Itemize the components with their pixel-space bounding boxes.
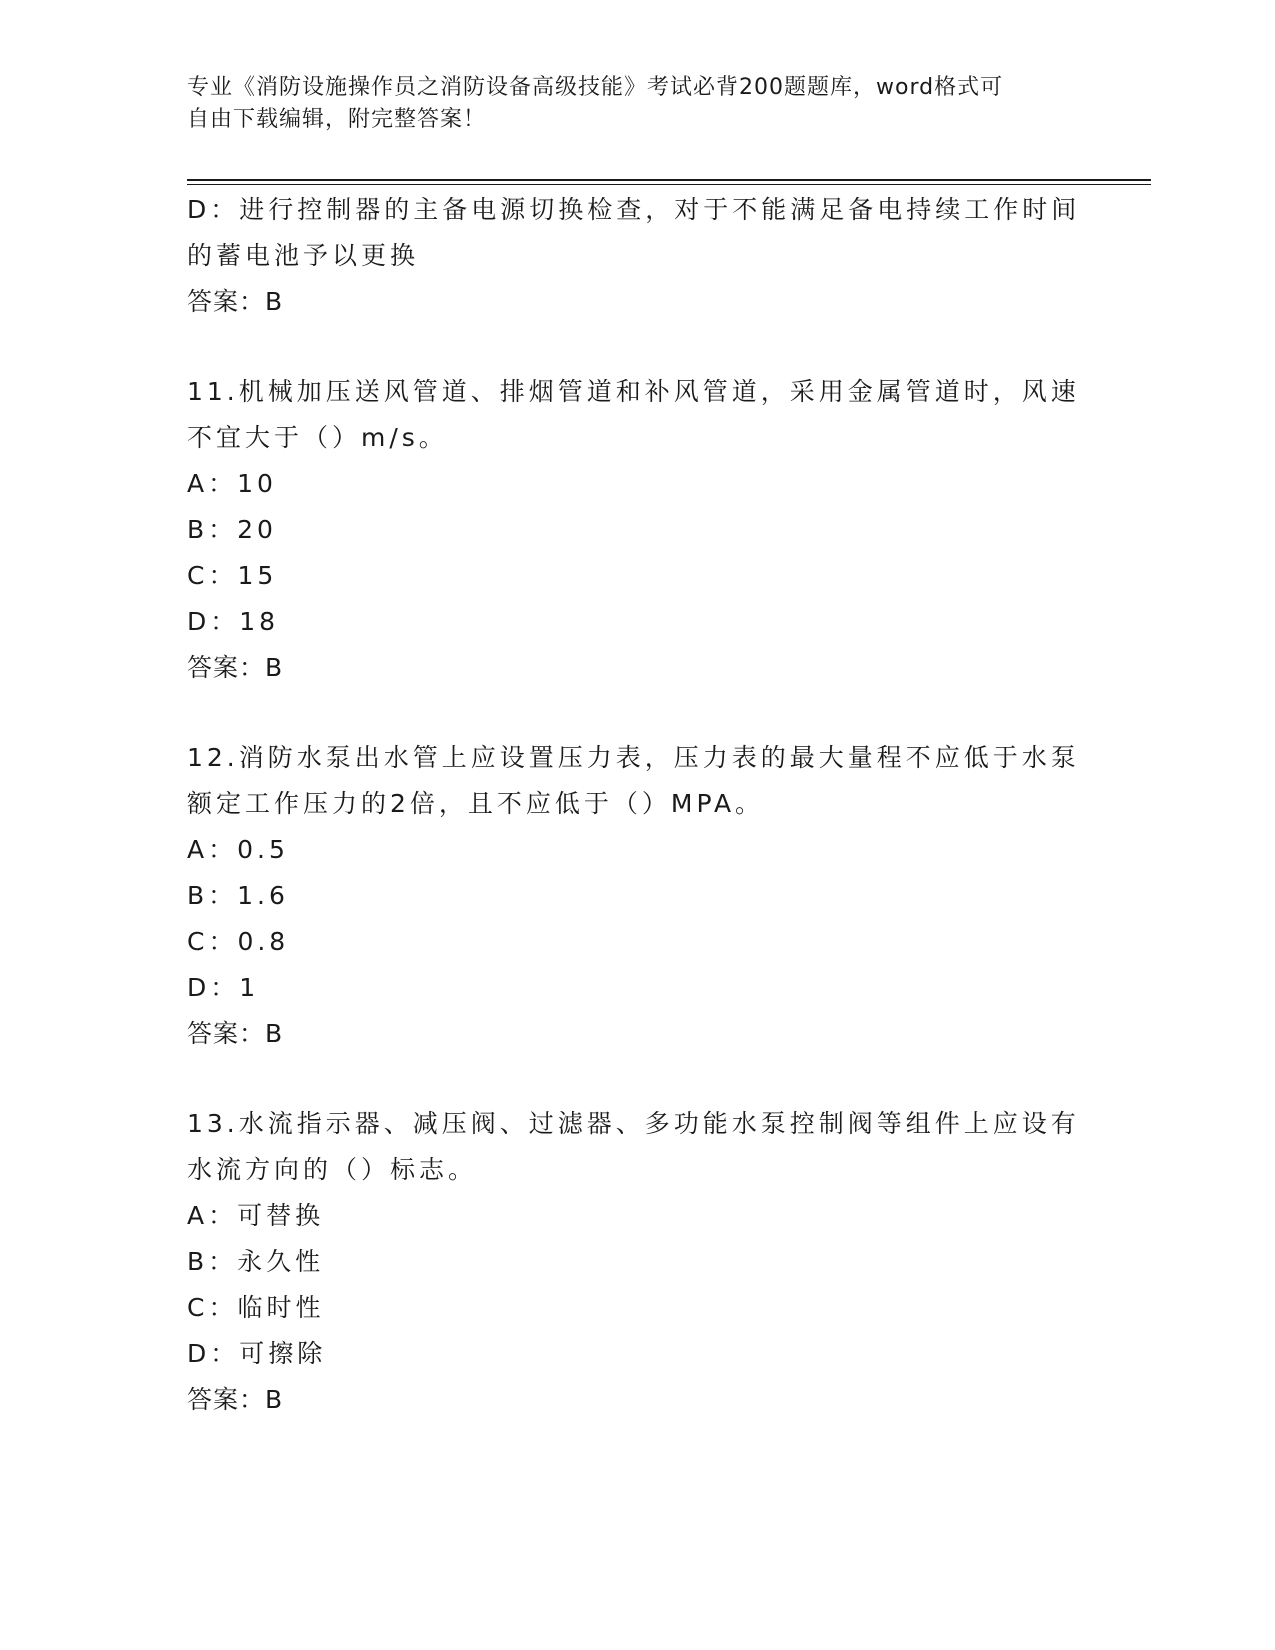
question-stem-line-2: 水流方向的（）标志。 xyxy=(187,1155,478,1184)
option-b: B：20 xyxy=(187,515,277,544)
option-a: A：10 xyxy=(187,469,277,498)
question-13 xyxy=(187,1101,1080,1423)
question-stem-line-1: 11.机械加压送风管道、排烟管道和补风管道，采用金属管道时，风速 xyxy=(187,377,1080,406)
question-stem-line-2: 额定工作压力的2倍，且不应低于（）MPA。 xyxy=(187,789,765,818)
header-line-2: 自由下载编辑，附完整答案！ xyxy=(187,107,487,132)
option-d-line-2: 的蓄电池予以更换 xyxy=(187,241,420,270)
carryover-question xyxy=(187,187,1081,325)
question-12 xyxy=(187,735,1080,1057)
option-d: D：可擦除 xyxy=(187,1339,327,1368)
option-c: C：15 xyxy=(187,561,278,590)
answer-line: 答案：B xyxy=(187,287,284,316)
option-a: A：0.5 xyxy=(187,835,289,864)
option-d: D：18 xyxy=(187,607,280,636)
question-stem-line-1: 12.消防水泵出水管上应设置压力表，压力表的最大量程不应低于水泵 xyxy=(187,743,1080,772)
answer-line: 答案：B xyxy=(187,1385,284,1414)
question-11 xyxy=(187,369,1080,691)
header-divider-thick xyxy=(187,179,1151,181)
document-header xyxy=(187,72,1067,136)
document-body xyxy=(187,187,1081,1423)
answer-line: 答案：B xyxy=(187,653,284,682)
header-line-1: 专业《消防设施操作员之消防设备高级技能》考试必背200题题库，word格式可 xyxy=(187,75,1004,100)
answer-line: 答案：B xyxy=(187,1019,284,1048)
option-a: A：可替换 xyxy=(187,1201,325,1230)
option-b: B：1.6 xyxy=(187,881,289,910)
option-c: C：0.8 xyxy=(187,927,290,956)
question-stem-line-2: 不宜大于（）m/s。 xyxy=(187,423,448,452)
option-c: C：临时性 xyxy=(187,1293,325,1322)
option-d-line-1: D：进行控制器的主备电源切换检查，对于不能满足备电持续工作时间 xyxy=(187,195,1081,224)
header-divider-thin xyxy=(187,184,1151,185)
question-stem-line-1: 13.水流指示器、减压阀、过滤器、多功能水泵控制阀等组件上应设有 xyxy=(187,1109,1080,1138)
option-b: B：永久性 xyxy=(187,1247,325,1276)
option-d: D：1 xyxy=(187,973,260,1002)
